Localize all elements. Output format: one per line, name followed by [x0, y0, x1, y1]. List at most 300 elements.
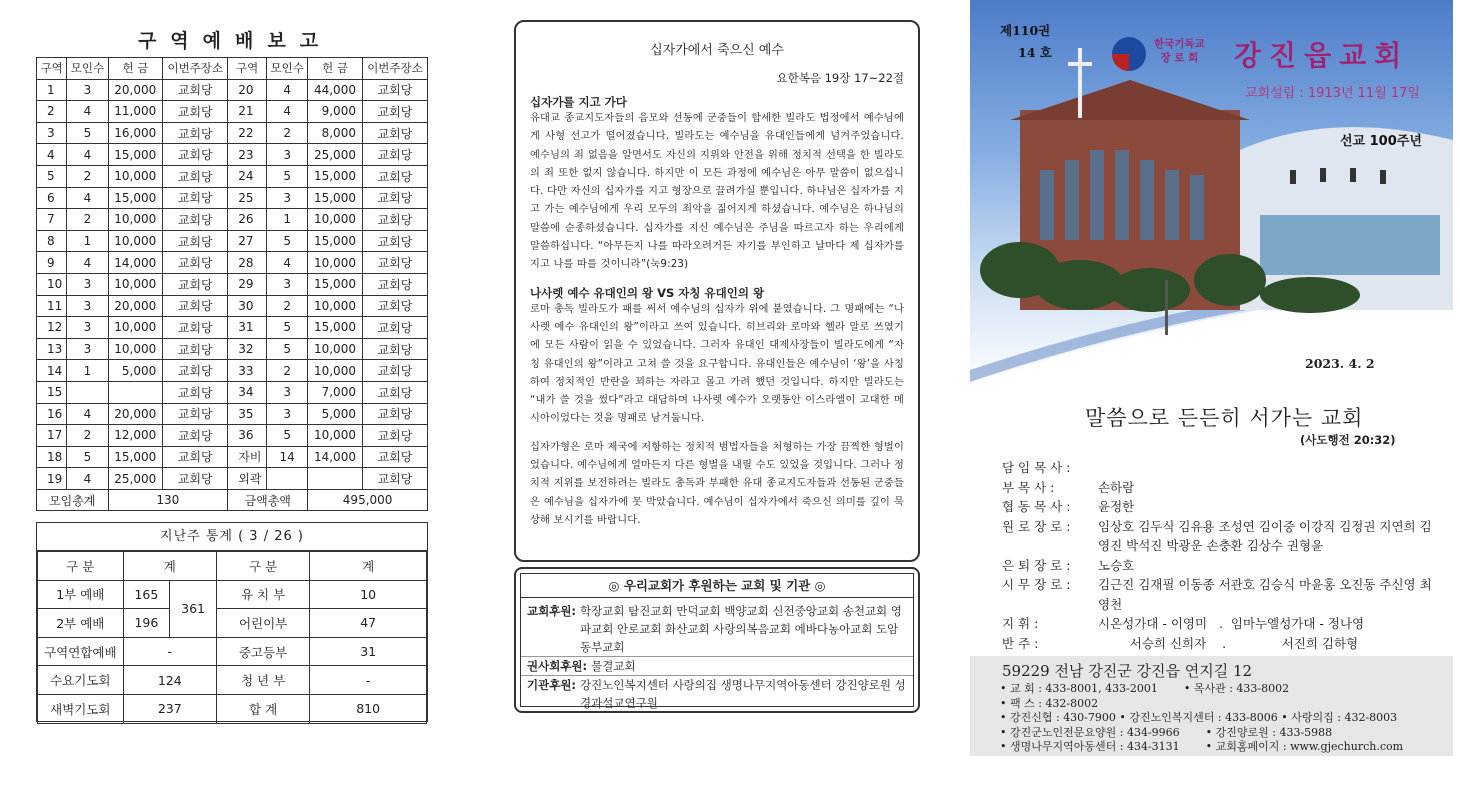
report-cell: 29: [228, 273, 267, 295]
report-cell: 18: [37, 446, 67, 468]
staff-row: [1002, 575, 1438, 614]
report-column-header: 이번주장소: [163, 58, 228, 80]
report-cell: 5: [267, 165, 308, 187]
report-row: [37, 79, 428, 101]
report-cell: 8,000: [308, 122, 363, 144]
report-cell: 16,000: [108, 122, 163, 144]
contact-row: [1000, 740, 1429, 755]
sermon-ref: 요한복음 19장 17~22절: [776, 71, 904, 85]
report-cell: 교회당: [163, 165, 228, 187]
stats-title: 지난주 통계 ( 3 / 26 ): [37, 523, 427, 551]
report-cell: 2: [267, 360, 308, 382]
report-row: [37, 360, 428, 382]
report-cell: 25: [228, 187, 267, 209]
report-cell: 13: [37, 338, 67, 360]
staff-role: 원 로 장 로 :: [1002, 518, 1071, 534]
report-column-header: 이번주장소: [362, 58, 427, 80]
report-cell: 교회당: [163, 317, 228, 339]
contact-item: • 생명나무지역아동센터 : 434-3131: [1000, 740, 1180, 753]
report-cell: 교회당: [362, 79, 427, 101]
report-cell: 10: [37, 273, 67, 295]
left-panel: [0, 0, 440, 786]
sermon-subtitle: 십자가를 지고 가다: [530, 95, 627, 109]
report-row: [37, 273, 428, 295]
report-cell: 4: [37, 144, 67, 166]
report-row: [37, 338, 428, 360]
founded-date: 교회설립 : 1913년 11월 17일: [1245, 86, 1420, 101]
report-cell: 35: [228, 403, 267, 425]
report-cell: 교회당: [163, 425, 228, 447]
report-cell: 17: [37, 425, 67, 447]
staff-row: [1002, 556, 1438, 576]
staff-names: 시온성가대 - 이영미 . 임마누엘성가대 - 정나영: [1098, 616, 1365, 631]
report-row: [37, 144, 428, 166]
cover-panel: [970, 0, 1460, 786]
report-cell: 3: [267, 273, 308, 295]
stats-cell: 196: [123, 609, 170, 638]
staff-role: 협 동 목 사 :: [1002, 499, 1071, 514]
report-cell: 교회당: [163, 273, 228, 295]
stats-cell: 31: [310, 637, 427, 666]
report-cell: 3: [267, 403, 308, 425]
report-cell: 8: [37, 230, 67, 252]
report-cell: 4: [67, 187, 108, 209]
contact-item: • 강진군노인전문요양원 : 434-9966: [1000, 725, 1180, 739]
amount-label: 금액총액: [228, 489, 308, 511]
report-cell: 15,000: [308, 165, 363, 187]
report-cell: 19: [37, 468, 67, 490]
report-cell: 4: [67, 403, 108, 425]
report-cell: 3: [267, 381, 308, 403]
report-column-header: 헌 금: [108, 58, 163, 80]
report-cell: 교회당: [362, 273, 427, 295]
staff-names: 손하람: [1098, 479, 1135, 495]
report-cell: [108, 381, 163, 403]
report-cell: 4: [267, 79, 308, 101]
denomination-line: 장 로 회: [1160, 52, 1199, 64]
stats-row: [38, 580, 427, 609]
report-cell: 33: [228, 360, 267, 382]
report-cell: [67, 381, 108, 403]
report-cell: 4: [267, 101, 308, 123]
church-motto: 말씀으로 든든히 서가는 교회: [1085, 406, 1364, 430]
stats-row: [38, 609, 427, 638]
report-column-header: 모인수: [267, 58, 308, 80]
report-cell: 5: [267, 425, 308, 447]
report-row: [37, 425, 428, 447]
sermon-paragraph: 유대교 종교지도자들의 음모와 선동에 군중들이 합세한 빌라도 법정에서 예수님에게 사형 선고가 떨어졌습니다. 빌라도는 예수님을 유대인들에게 넘겨주었습니다. 예수님의 죄 없음을 알면서도 자신의 지위와 안전을 위해 정치적 선택을 한 빌라도의 죄 또한 없지 않습니다. 하지만 이 모든 과정에 예수님은 아무 말씀이 없으십니다. 다만 자신의 십자가를 지고 형장으로 끌려가실 뿐입니다. 하나님은 십자가를 지고 가는 예수님에게 우리 모두의 죄악을 짊어지게 하셨습니다. 예수님은 하나님의 말씀에 순종하셨습니다. 십자가를 지신 예수님은 주님을 따르고자 하는 우리에게 말씀하십니다. “아무든지 나를 따라오려거든 자기를 부인하고 날마다 제 십자가를 지고 나를 따를 것이니라”(눅9:23): [530, 113, 904, 271]
support-value: 강진노인복지센터 사랑의집 생명나무지역아동센터 강진양로원 성경과설교연구원: [580, 678, 906, 710]
report-total-row: [37, 489, 428, 511]
report-row: [37, 209, 428, 231]
report-cell: 3: [67, 273, 108, 295]
contact-box: [970, 656, 1453, 756]
denomination: [1154, 37, 1205, 65]
report-cell: 교회당: [163, 252, 228, 274]
middle-panel: [505, 0, 930, 786]
report-cell: 1: [37, 79, 67, 101]
report-cell: 교회당: [362, 381, 427, 403]
stats-combined: 361: [170, 580, 217, 637]
report-cell: 22: [228, 122, 267, 144]
stats-row: [38, 666, 427, 695]
report-cell: 교회당: [362, 165, 427, 187]
report-cell: 4: [267, 252, 308, 274]
report-cell: 교회당: [362, 295, 427, 317]
report-cell: 교회당: [362, 122, 427, 144]
stats-cell: 합 계: [216, 694, 309, 723]
report-cell: 11: [37, 295, 67, 317]
support-value: 학장교회 탐진교회 만덕교회 백양교회 신전중앙교회 송천교회 영파교회 안로교회 화산교회 사랑의복음교회 에바다농아교회 도암동부교회: [580, 604, 902, 654]
report-cell: 교회당: [362, 101, 427, 123]
contact-row: [1000, 726, 1429, 741]
report-cell: 2: [67, 209, 108, 231]
stats-cell: 어린이부: [216, 609, 309, 638]
report-cell: 교회당: [362, 338, 427, 360]
contact-item: • 교 회 : 433-8001, 433-2001: [1000, 682, 1158, 695]
report-cell: 10,000: [308, 360, 363, 382]
report-cell: 3: [67, 338, 108, 360]
report-cell: 교회당: [362, 446, 427, 468]
contact-list: [1000, 682, 1429, 755]
report-cell: 23: [228, 144, 267, 166]
staff-names: 윤정한: [1098, 499, 1135, 514]
church-address: 59229 전남 강진군 강진읍 연지길 12: [1002, 662, 1253, 680]
total-label: 모임총계: [37, 489, 109, 511]
contact-row: [1000, 682, 1429, 697]
report-cell: 교회당: [362, 252, 427, 274]
report-cell: 1: [267, 209, 308, 231]
stats-cell: 10: [310, 580, 427, 609]
report-cell: 교회당: [362, 187, 427, 209]
report-cell: 5,000: [308, 403, 363, 425]
report-cell: 36: [228, 425, 267, 447]
report-cell: 10,000: [308, 209, 363, 231]
stats-cell: 구역연합예배: [38, 637, 124, 666]
contact-row: [1000, 711, 1429, 726]
sermon-paragraph: 로마 총독 빌라도가 패를 써서 예수님의 십자가 위에 붙였습니다. 그 명패에는 “나사렛 예수 유대인의 왕”이라고 쓰여 있습니다. 히브리와 로마와 헬라 말로 쓰였기에 모든 사람이 읽을 수 있었습니다. 그러자 유대인 대제사장들이 빌라도에게 “자칭 유대인의 왕”이라고 고쳐 쓸 것을 요구합니다. 유대인들은 예수님이 ‘왕’을 사칭하여 정치적인 반란을 꾀하는 자라고 몰고 가려 했던 것입니다. 하지만 빌라도는 “내가 쓸 것을 썼다”라고 대답하며 나사렛 예수가 오랫동안 이스라엘이 고대한 메시아이었다는 것을 명패로 남겨둡니다.: [530, 303, 904, 425]
building-sign: 선교 100주년: [1340, 134, 1422, 149]
report-row: [37, 468, 428, 490]
report-cell: 9,000: [308, 101, 363, 123]
report-row: [37, 165, 428, 187]
report-cell: 교회당: [163, 122, 228, 144]
contact-row: [1000, 697, 1429, 712]
bulletin-date: 2023. 4. 2: [1305, 356, 1375, 371]
report-cell: 5: [267, 230, 308, 252]
stats-head: 계: [310, 552, 427, 581]
support-value: 물결교회: [591, 659, 636, 673]
staff-row: [1002, 497, 1438, 517]
report-cell: 14: [267, 446, 308, 468]
report-cell: 2: [267, 122, 308, 144]
staff-role: 담 임 목 사 :: [1002, 460, 1071, 475]
report-cell: 교회당: [362, 468, 427, 490]
sermon-paragraph: 십자가형은 로마 제국에 저항하는 정치적 범법자들을 처형하는 가장 끔찍한 형벌이었습니다. 예수님에게 얼마든지 다른 형벌을 내릴 수도 있었을 것입니다. 그러나 정치적 지위를 보전하려는 빌라도 총독과 부패한 유대 종교지도자들과 선동된 군중들은 예수님을 십자가에 못 박았습니다. 예수님이 십자가에서 죽으신 의미를 깊이 묵상해 보시기를 바랍니다.: [530, 441, 904, 526]
report-cell: 2: [67, 425, 108, 447]
staff-role: 은 퇴 장 로 :: [1002, 557, 1071, 573]
report-row: [37, 252, 428, 274]
report-cell: 5: [67, 122, 108, 144]
report-cell: 교회당: [163, 360, 228, 382]
report-cell: 15: [37, 381, 67, 403]
stats-cell: 수요기도회: [38, 666, 124, 695]
report-cell: 6: [37, 187, 67, 209]
report-cell: 4: [67, 144, 108, 166]
stats-cell: 청 년 부: [216, 666, 309, 695]
report-cell: 10,000: [108, 209, 163, 231]
report-cell: 12,000: [108, 425, 163, 447]
report-cell: 교회당: [163, 209, 228, 231]
report-cell: 31: [228, 317, 267, 339]
report-cell: 7,000: [308, 381, 363, 403]
report-cell: 20,000: [108, 295, 163, 317]
report-cell: 4: [67, 252, 108, 274]
sermon-box: [514, 20, 920, 562]
report-cell: [308, 468, 363, 490]
report-cell: 5,000: [108, 360, 163, 382]
stats-cell: 810: [310, 694, 427, 723]
report-row: [37, 381, 428, 403]
issue-number: 14 호: [1018, 45, 1052, 60]
support-row: [521, 656, 913, 675]
sermon-subtitle: 나사렛 예수 유대인의 왕 VS 자칭 유대인의 왕: [530, 285, 765, 300]
report-cell: 2: [267, 295, 308, 317]
report-cell: 15,000: [308, 317, 363, 339]
stats-cell: 165: [123, 580, 170, 609]
report-cell: 14: [37, 360, 67, 382]
staff-role: 지 휘 :: [1002, 616, 1039, 631]
contact-item: • 목사관 : 433-8002: [1183, 682, 1290, 695]
report-cell: 1: [67, 230, 108, 252]
report-column-header: 구역: [228, 58, 267, 80]
report-cell: 10,000: [308, 425, 363, 447]
stats-row: [38, 637, 427, 666]
stats-box: [36, 522, 428, 722]
denomination-line: 한국기독교: [1154, 38, 1205, 50]
report-cell: 교회당: [362, 209, 427, 231]
report-cell: 교회당: [362, 360, 427, 382]
report-cell: 12: [37, 317, 67, 339]
report-cell: 10,000: [108, 165, 163, 187]
report-cell: 28: [228, 252, 267, 274]
report-cell: 5: [37, 165, 67, 187]
report-cell: 2: [37, 101, 67, 123]
report-cell: 9: [37, 252, 67, 274]
support-label: 권사회후원:: [527, 659, 588, 673]
report-row: [37, 101, 428, 123]
staff-names: 노승호: [1098, 557, 1135, 573]
report-cell: 3: [67, 79, 108, 101]
report-cell: 44,000: [308, 79, 363, 101]
report-cell: 외곽: [228, 468, 267, 490]
report-cell: 교회당: [163, 381, 228, 403]
staff-row: [1002, 634, 1438, 654]
support-title: ◎ 우리교회가 후원하는 교회 및 기관 ◎: [521, 577, 913, 598]
report-cell: 20,000: [108, 79, 163, 101]
staff-row: [1002, 614, 1438, 634]
report-cell: 10,000: [108, 230, 163, 252]
staff-names: 서승희 신희자 . 서진희 김하형: [1098, 635, 1359, 651]
church-logo-icon: [1112, 37, 1146, 71]
report-cell: 15,000: [308, 230, 363, 252]
report-cell: 10,000: [108, 273, 163, 295]
sermon-title: 십자가에서 죽으신 예수: [650, 43, 784, 58]
stats-head: 구 분: [216, 552, 309, 581]
stats-cell: 새벽기도회: [38, 694, 124, 723]
report-row: [37, 446, 428, 468]
report-cell: 교회당: [163, 230, 228, 252]
report-cell: 11,000: [108, 101, 163, 123]
report-row: [37, 230, 428, 252]
report-cell: 20: [228, 79, 267, 101]
staff-names: [1098, 458, 1438, 478]
report-cell: 교회당: [163, 338, 228, 360]
report-cell: 4: [67, 101, 108, 123]
report-cell: 교회당: [163, 403, 228, 425]
stats-cell: 124: [123, 666, 216, 695]
contact-item: • 강진양로원 : 433-5988: [1205, 725, 1333, 739]
report-cell: 20,000: [108, 403, 163, 425]
report-column-header: 모인수: [67, 58, 108, 80]
report-cell: 교회당: [163, 295, 228, 317]
stats-cell: 1부 예배: [38, 580, 124, 609]
report-cell: 27: [228, 230, 267, 252]
stats-head: 계: [123, 552, 216, 581]
report-cell: [267, 468, 308, 490]
staff-role: 부 목 사 :: [1002, 479, 1055, 495]
staff-names: 김근진 김재필 이동종 서관호 김승식 마윤홍 오진동 주신영 최영천: [1098, 577, 1432, 612]
report-cell: 30: [228, 295, 267, 317]
report-cell: 3: [67, 295, 108, 317]
report-cell: 14,000: [108, 252, 163, 274]
report-cell: 5: [267, 317, 308, 339]
report-cell: 25,000: [308, 144, 363, 166]
report-cell: 교회당: [362, 230, 427, 252]
support-box: [514, 567, 920, 713]
support-inner: [520, 573, 914, 710]
report-cell: 5: [67, 446, 108, 468]
total-count: 130: [108, 489, 228, 511]
stats-row: [38, 694, 427, 723]
stats-cell: 중고등부: [216, 637, 309, 666]
report-cell: 교회당: [163, 144, 228, 166]
report-cell: 4: [67, 468, 108, 490]
report-cell: 교회당: [163, 446, 228, 468]
staff-row: [1002, 478, 1438, 498]
church-name: 강진읍교회: [1234, 39, 1410, 72]
report-row: [37, 403, 428, 425]
report-cell: 3: [37, 122, 67, 144]
staff-names: 임상호 김두식 김유용 조성연 김이중 이강직 김정권 지연희 김영진 박석진 박광운 손충환 김상수 권형윤: [1098, 518, 1432, 553]
staff-row: [1002, 458, 1438, 478]
report-cell: 1: [67, 360, 108, 382]
report-cell: 3: [267, 144, 308, 166]
report-column-header: 헌 금: [308, 58, 363, 80]
amount-total: 495,000: [308, 489, 428, 511]
contact-item: • 강진신협 : 430-7900 • 강진노인복지센터 : 433-8006 • 사랑의집 : 432-8003: [1000, 711, 1398, 724]
staff-row: [1002, 517, 1438, 556]
report-cell: 34: [228, 381, 267, 403]
motto-reference: (사도행전 20:32): [1300, 433, 1396, 447]
volume-number: 제110권: [1000, 23, 1051, 38]
report-cell: 15,000: [108, 144, 163, 166]
report-cell: 교회당: [163, 79, 228, 101]
staff-role: 시 무 장 로 :: [1002, 577, 1071, 592]
report-cell: 교회당: [362, 144, 427, 166]
report-cell: 25,000: [108, 468, 163, 490]
support-row: [521, 675, 913, 712]
report-cell: 16: [37, 403, 67, 425]
report-cell: 교회당: [362, 425, 427, 447]
report-body: [37, 79, 428, 489]
report-cell: 10,000: [108, 317, 163, 339]
report-cell: 자비: [228, 446, 267, 468]
report-cell: 10,000: [308, 295, 363, 317]
report-cell: 3: [67, 317, 108, 339]
report-cell: 교회당: [362, 403, 427, 425]
cover-photo: [970, 0, 1453, 385]
report-row: [37, 295, 428, 317]
volume-info: [1000, 20, 1052, 64]
report-row: [37, 317, 428, 339]
stats-cell: 47: [310, 609, 427, 638]
report-cell: 21: [228, 101, 267, 123]
support-label: 기관후원:: [527, 678, 577, 692]
report-cell: 24: [228, 165, 267, 187]
contact-item: • 교회홈페이지 : www.gjechurch.com: [1205, 740, 1404, 753]
report-column-header: 구역: [37, 58, 67, 80]
report-cell: 10,000: [308, 338, 363, 360]
support-label: 교회후원:: [527, 604, 577, 618]
report-cell: 교회당: [362, 317, 427, 339]
report-cell: 15,000: [108, 446, 163, 468]
report-cell: 15,000: [108, 187, 163, 209]
report-cell: 교회당: [163, 468, 228, 490]
stats-head: 구 분: [38, 552, 124, 581]
support-row: [527, 602, 907, 656]
report-header-row: [37, 58, 428, 80]
report-cell: 10,000: [108, 338, 163, 360]
report-row: [37, 122, 428, 144]
stats-cell: -: [310, 666, 427, 695]
stats-table: [37, 551, 427, 724]
stats-cell: 2부 예배: [38, 609, 124, 638]
staff-list: [1002, 458, 1438, 653]
report-cell: 10,000: [308, 252, 363, 274]
staff-role: 반 주 :: [1002, 635, 1039, 651]
report-cell: 교회당: [163, 101, 228, 123]
stats-cell: 237: [123, 694, 216, 723]
report-cell: 14,000: [308, 446, 363, 468]
contact-item: • 팩 스 : 432-8002: [1000, 696, 1099, 710]
report-cell: 32: [228, 338, 267, 360]
report-cell: 15,000: [308, 273, 363, 295]
report-cell: 5: [267, 338, 308, 360]
stats-cell: 유 치 부: [216, 580, 309, 609]
report-table: [36, 57, 428, 511]
report-cell: 15,000: [308, 187, 363, 209]
report-cell: 7: [37, 209, 67, 231]
report-cell: 3: [267, 187, 308, 209]
report-row: [37, 187, 428, 209]
report-cell: 교회당: [163, 187, 228, 209]
stats-cell: -: [123, 637, 216, 666]
report-cell: 2: [67, 165, 108, 187]
report-title: 구역예배보고: [137, 30, 333, 52]
stats-header-row: [38, 552, 427, 581]
report-cell: 26: [228, 209, 267, 231]
